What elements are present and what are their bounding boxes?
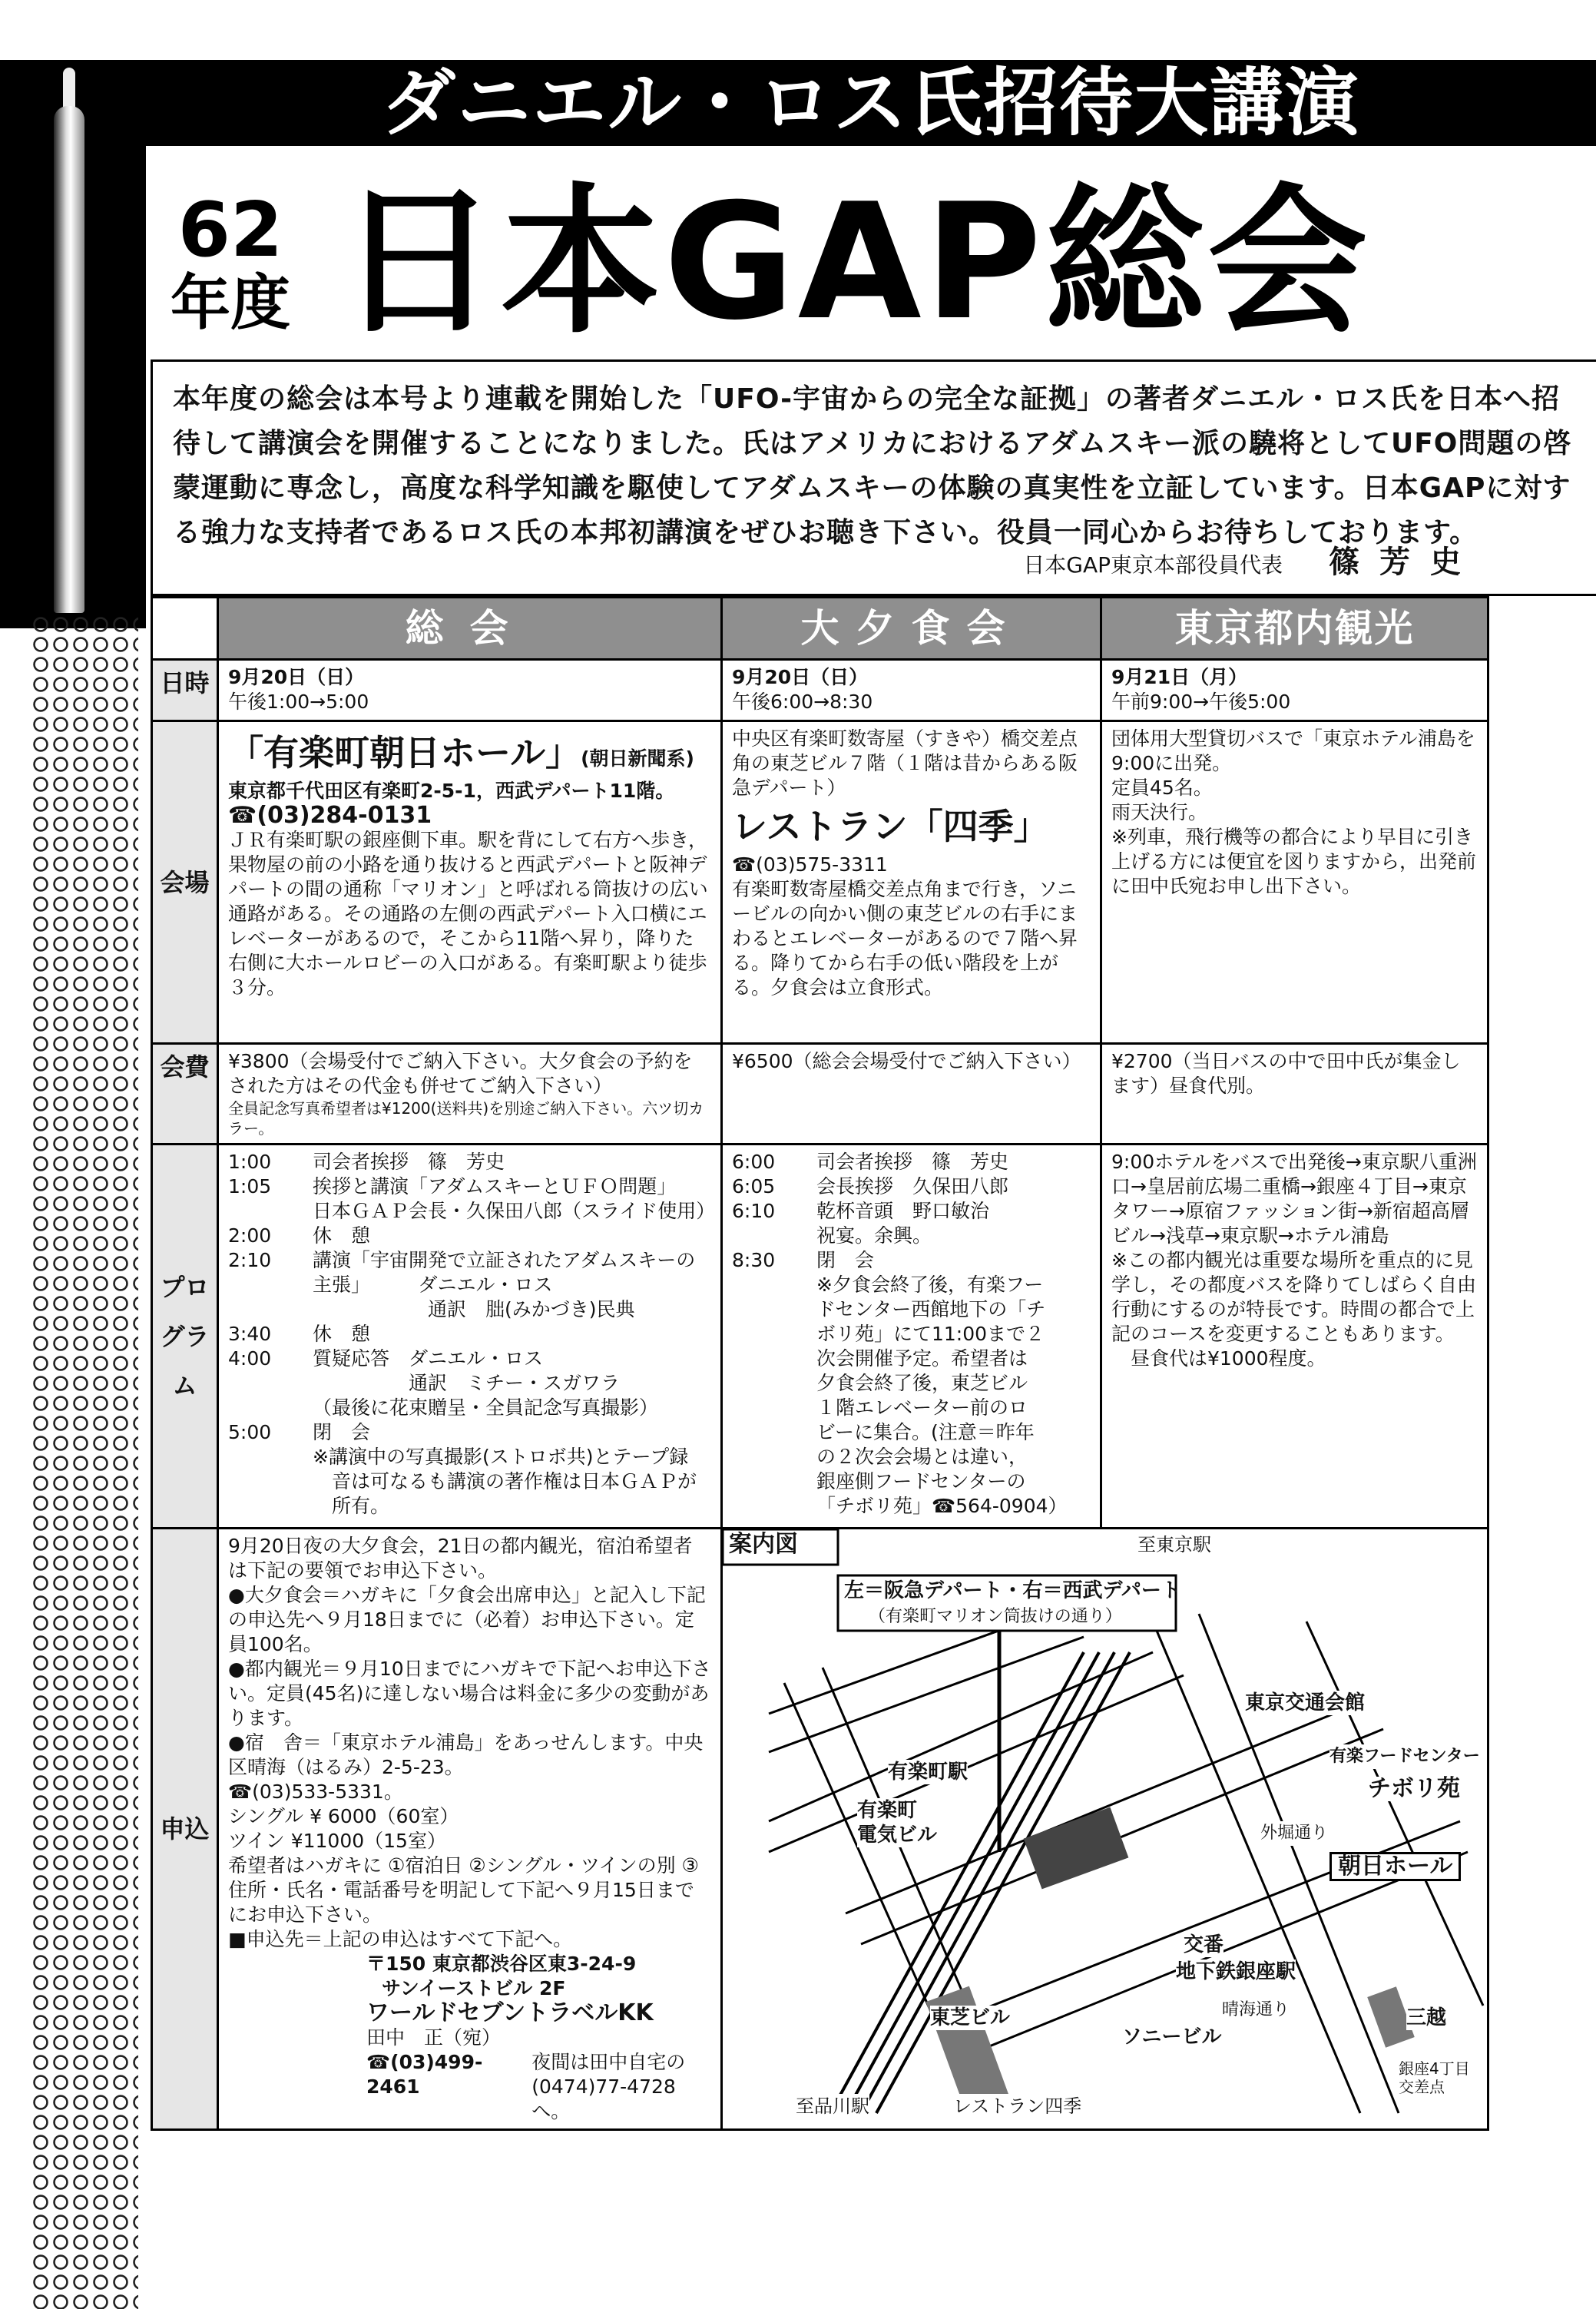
restaurant-name: レストラン「四季」: [732, 806, 1049, 847]
venue-name: 「有楽町朝日ホール」: [228, 732, 581, 774]
program-desc: （最後に花束贈呈・全員記念写真撮影）: [313, 1396, 659, 1419]
program-desc: 質疑応答 ダニエル・ロス: [313, 1347, 544, 1370]
date-text: 9月21日（月）: [1111, 666, 1248, 688]
program-desc: 閉 会: [816, 1249, 875, 1271]
apply-address-2: サンイーストビル 2F: [382, 1977, 566, 1999]
time-text: 午後6:00→8:30: [732, 691, 873, 713]
apply-text: 9月20日夜の大夕食会，21日の都内観光，宿泊希望者は下記の要領でお申込下さい。 ●大夕食会＝ハガキに「夕食会出席申込」と記入し下記の申込先へ９月18日までに（必着）お申込下さい。定員100名。 ●都内観光＝９月10日までにハガキで下記へお申込下さい。定員(45名)に達しない場合は料金に多少の変動があります。 ●宿 舎＝「東京ホテル浦島」をあっせんします。中央区晴海（はるみ）2-5-23。 ☎(03)533-5331。 シングル ¥ 6000（60室） ツイン ¥11000（15室） 希望者はハガキに ①宿泊日 ②シングル・ツインの別 ③住所・氏名・電話番号を明記して下記へ９月15日までにお申込下さい。 ■申込先＝上記の申込はすべて下記へ。: [228, 1535, 711, 1950]
program-time: 6:10: [732, 1200, 776, 1222]
map-yurakucho-station: 有楽町駅: [888, 1761, 969, 1784]
row-venue: [152, 721, 1488, 1044]
program-desc: 休 憩: [313, 1224, 371, 1247]
program-time: [228, 1494, 313, 1519]
program-desc: 音は可なるも講演の著作権は日本ＧＡＰが: [313, 1470, 697, 1492]
datetime-meeting: [218, 660, 722, 721]
signature-name: 篠芳史: [1329, 545, 1481, 580]
row-label-datetime: 日時: [152, 660, 218, 721]
datetime-sightseeing: [1101, 660, 1488, 721]
venue-dinner: [722, 721, 1101, 1044]
program-time: [732, 1494, 816, 1519]
program-time: [732, 1420, 816, 1445]
map-asahi-hall: 朝日ホール: [1329, 1852, 1461, 1881]
program-time: [228, 1273, 313, 1297]
program-time: [732, 1322, 816, 1347]
program-time: [732, 1273, 816, 1297]
fee-sightseeing: ¥2700（当日バスの中で田中氏が集金します）昼食代別。: [1101, 1044, 1488, 1145]
apply-night-contact: 夜間は田中自宅の(0474)77-4728へ。: [531, 2051, 686, 2122]
map-banner-2: （有楽町マリオン筒抜けの通り）: [869, 1607, 1122, 1626]
map-kotsu-kaikan: 東京交通会館: [1245, 1691, 1366, 1714]
program-desc: 所有。: [313, 1495, 390, 1517]
program-time: [732, 1371, 816, 1396]
program-time: 1:00: [228, 1151, 272, 1173]
program-desc: 夕食会終了後，東芝ビル: [816, 1372, 1028, 1394]
datetime-dinner: [722, 660, 1101, 721]
program-desc: ドセンター西館地下の「チ: [816, 1298, 1046, 1320]
program-item: [732, 1420, 1091, 1445]
program-item: [732, 1297, 1091, 1322]
program-time: [228, 1297, 313, 1322]
column-header-sightseeing: 東京都内観光: [1101, 598, 1488, 660]
map-cell: [722, 1529, 1488, 2130]
program-time: [732, 1469, 816, 1494]
program-dinner: [722, 1145, 1101, 1529]
fee-note: 全員記念写真希望者は¥1200(送料共)を別途ご納入下さい。六ツ切カラー。: [228, 1099, 704, 1138]
program-item: [228, 1420, 711, 1445]
time-text: 午後1:00→5:00: [228, 691, 369, 713]
venue-sightseeing: 団体用大型貸切バスで「東京ホテル浦島を9:00に出発。 定員45名。 雨天決行。 ※列車，飛行機等の都合により早目に引き上げる方には便宜を図りますから，出発前に田中氏宛お申し出下さい。: [1101, 721, 1488, 1044]
intro-box: [151, 359, 1596, 596]
map-to-shinagawa: 至品川駅: [796, 2095, 869, 2117]
corner-cell: [152, 598, 218, 660]
program-item: [732, 1322, 1091, 1347]
map-banner-1: 左＝阪急デパート・右＝西武デパート: [844, 1579, 1181, 1602]
column-header-general-meeting: 総会: [218, 598, 722, 660]
row-label-apply: 申込: [152, 1529, 218, 2130]
map-tivoli: チボリ苑: [1368, 1775, 1460, 1802]
program-time: [732, 1297, 816, 1322]
map-sony-building: ソニービル: [1122, 2026, 1222, 2049]
program-desc: ※講演中の写真撮影(ストロボ共)とテープ録: [313, 1446, 689, 1468]
year-label: 年度: [170, 269, 290, 338]
program-desc: 主張」 ダニエル・ロス: [313, 1274, 553, 1296]
program-time: 2:00: [228, 1224, 272, 1247]
program-time: [228, 1396, 313, 1420]
program-item: [228, 1297, 711, 1322]
map-toshiba-building: 東芝ビル: [930, 2006, 1011, 2029]
program-item: [732, 1248, 1091, 1273]
program-desc: 司会者挨拶 篠 芳史: [816, 1151, 1009, 1173]
map-mitsukoshi: 三越: [1406, 2006, 1447, 2029]
program-desc: １階エレベーター前のロ: [816, 1396, 1028, 1419]
program-sightseeing: 9:00ホテルをバスで出発後→東京駅八重洲口→皇居前広場二重橋→銀座４丁目→東京タワー→原宿ファッション街→新宿超高層ビル→浅草→東京駅→ホテル浦島 ※この都内観光は重要な場所を重点的に見学し，その都度バスを降りてしばらく自由行動にするのが特長です。時間の都合で上記のコースを変更することもあります。 昼食代は¥1000程度。: [1101, 1145, 1488, 1529]
map-title: 案内図: [729, 1531, 798, 1558]
date-text: 9月20日（日）: [228, 666, 365, 688]
intro-signature: [1023, 538, 1481, 581]
program-time: 4:00: [228, 1347, 272, 1370]
program-item: [228, 1150, 711, 1174]
program-item: [732, 1469, 1091, 1494]
row-label-venue: 会場: [152, 721, 218, 1044]
apply-company: ワールドセブントラベルKK: [366, 1999, 654, 2026]
apply-address-1: 〒150 東京都渋谷区東3-24-9: [366, 1953, 637, 1975]
program-item: [732, 1494, 1091, 1519]
program-item: [732, 1150, 1091, 1174]
program-item: [228, 1248, 711, 1273]
program-time: 5:00: [228, 1421, 272, 1443]
program-item: [732, 1273, 1091, 1297]
program-time: 1:05: [228, 1175, 272, 1198]
program-time: 8:30: [732, 1249, 776, 1271]
row-label-fee: 会費: [152, 1044, 218, 1145]
venue-directions: ＪＲ有楽町駅の銀座側下車。駅を背にして右方へ歩き，果物屋の前の小路を通り抜けると西武デパートと阪神デパートの間の通称「マリオン」と呼ばれる筒抜けの広い通路がある。その通路の左側の西武デパート入口横にエレベーターがあるので，そこから11階へ昇り，降りた右側に大ホールロビーの入口がある。有楽町駅より徒歩３分。: [228, 829, 708, 999]
program-item: [228, 1322, 711, 1347]
table-header-row: [152, 598, 1488, 660]
rocket-photo: [0, 60, 146, 628]
program-time: [732, 1224, 816, 1248]
program-item: [228, 1224, 711, 1248]
program-desc: 乾杯音頭 野口敏治: [816, 1200, 990, 1222]
program-time: [228, 1469, 313, 1494]
program-desc: 司会者挨拶 篠 芳史: [313, 1151, 505, 1173]
header-title: ダニエル・ロス氏招待大講演: [382, 60, 1360, 146]
intro-text: 本年度の総会は本号より連載を開始した「UFO-宇宙からの完全な証拠」の著者ダニエル・ロス氏を日本へ招待して講演会を開催することになりました。氏はアメリカにおけるアダムスキー派の驍将としてUFO問題の啓蒙運動に専念し，高度な科学知識を駆使してアダムスキーの体験の真実性を立証しています。日本GAPに対する強力な支持者であるロス氏の本邦初講演をぜひお聴き下さい。役員一同心からお待ちしております。: [173, 383, 1572, 548]
fee-dinner: ¥6500（総会会場受付でご納入下さい）: [722, 1044, 1101, 1145]
map-food-center: 有楽フードセンター: [1329, 1744, 1480, 1769]
program-time: 3:40: [228, 1323, 272, 1345]
program-item: [228, 1396, 711, 1420]
program-desc: 日本ＧＡＰ会長・久保田八郎（スライド使用）: [313, 1200, 716, 1222]
program-item: [228, 1469, 711, 1494]
program-item: [228, 1347, 711, 1371]
program-desc: ビーに集合。(注意＝昨年: [816, 1421, 1035, 1443]
program-time: [228, 1445, 313, 1469]
schedule-table: [151, 596, 1489, 2131]
venue-name-note: (朝日新聞系): [581, 747, 694, 770]
venue-intro: 中央区有楽町数寄屋（すきや）橋交差点角の東芝ビル７階（１階は昔からある阪急デパート）: [732, 727, 1078, 799]
program-desc: 次会開催予定。希望者は: [816, 1347, 1028, 1370]
fiscal-year: [154, 187, 307, 338]
program-desc: 通訳 ミチー・スガワラ: [313, 1372, 621, 1394]
program-item: [732, 1174, 1091, 1199]
program-desc: 閉 会: [313, 1421, 371, 1443]
program-time: 6:05: [732, 1175, 776, 1198]
year-number: 62: [177, 187, 283, 274]
program-item: [228, 1199, 716, 1224]
program-desc: 祝宴。余興。: [816, 1224, 932, 1247]
program-item: [228, 1174, 711, 1199]
program-desc: 会長挨拶 久保田八郎: [816, 1175, 1009, 1198]
program-item: [228, 1273, 711, 1297]
apply-person: 田中 正（宛）: [366, 2026, 502, 2049]
column-header-dinner: 大夕食会: [722, 598, 1101, 660]
row-apply: [152, 1529, 1488, 2130]
program-item: [228, 1445, 711, 1469]
program-desc: 通訳 朏(みかづき)民典: [313, 1298, 635, 1320]
program-desc: の２次会会場とは違い，: [816, 1446, 1028, 1468]
program-time: 2:10: [228, 1249, 272, 1271]
decorative-pattern: [31, 615, 138, 2309]
program-item: [732, 1347, 1091, 1371]
program-desc: ボリ苑」にて11:00まで２: [816, 1323, 1045, 1345]
map-to-tokyo: 至東京駅: [1137, 1534, 1211, 1555]
program-item: [732, 1199, 1091, 1224]
program-item: [228, 1371, 711, 1396]
program-desc: 休 憩: [313, 1323, 371, 1345]
program-time: [228, 1371, 313, 1396]
apply-info: [218, 1529, 722, 2130]
map-ginza-station: 地下鉄銀座駅: [1176, 1960, 1296, 1983]
time-text: 午前9:00→午後5:00: [1111, 691, 1291, 713]
map-harumi-street: 晴海通り: [1222, 1998, 1290, 2022]
map-restaurant-shiki: レストラン四季: [953, 2095, 1082, 2117]
program-time: [732, 1445, 816, 1469]
program-desc: 銀座側フードセンターの: [816, 1470, 1026, 1492]
program-item: [732, 1396, 1091, 1420]
program-desc: 「チボリ苑」☎564-0904）: [816, 1495, 1068, 1517]
program-desc: 講演「宇宙開発で立証されたアダムスキーの: [313, 1249, 696, 1271]
venue-address: 東京都千代田区有楽町2-5-1，西武デパート11階。: [228, 780, 675, 802]
main-title: 日本GAP総会: [338, 170, 1371, 356]
program-time: 6:00: [732, 1151, 776, 1173]
program-meeting: [218, 1145, 722, 1529]
map-ginza-4chome: 銀座4丁目 交差点: [1399, 2059, 1470, 2096]
guide-map: [723, 1529, 1487, 2117]
row-fee: [152, 1044, 1488, 1145]
apply-tel: ☎(03)499-2461: [366, 2051, 483, 2098]
program-item: [732, 1445, 1091, 1469]
row-label-program: プログラム: [152, 1145, 218, 1529]
date-text: 9月20日（日）: [732, 666, 869, 688]
restaurant-tel: ☎(03)575-3311: [732, 853, 888, 876]
venue-tel: ☎(03)284-0131: [228, 802, 432, 829]
row-program: [152, 1145, 1488, 1529]
restaurant-directions: 有楽町数寄屋橋交差点角まで行き，ソニービルの向かい側の東芝ビルの右手にまわるとエレベーターがあるので７階へ昇る。降りてから右手の低い階段を上がる。夕食会は立食形式。: [732, 878, 1078, 999]
program-time: [228, 1199, 313, 1224]
program-time: [732, 1347, 816, 1371]
signature-org: 日本GAP東京本部役員代表: [1023, 552, 1283, 578]
venue-meeting: [218, 721, 722, 1044]
program-item: [228, 1494, 711, 1519]
program-desc: ※夕食会終了後，有楽フー: [816, 1274, 1044, 1296]
fee-text: ¥3800（会場受付でご納入下さい。大夕食会の予約をされた方はその代金も併せてご納入下さい）: [228, 1050, 693, 1097]
program-desc: 挨拶と講演「アダムスキーとＵＦＯ問題」: [313, 1175, 677, 1198]
map-denki-building: 有楽町 電気ビル: [857, 1799, 938, 1847]
program-time: [732, 1396, 816, 1420]
map-koban: 交番: [1184, 1933, 1224, 1956]
map-sotobori-street: 外堀通り: [1260, 1821, 1328, 1846]
fee-meeting: [218, 1044, 722, 1145]
program-item: [732, 1371, 1091, 1396]
program-item: [732, 1224, 1091, 1248]
row-datetime: [152, 660, 1488, 721]
